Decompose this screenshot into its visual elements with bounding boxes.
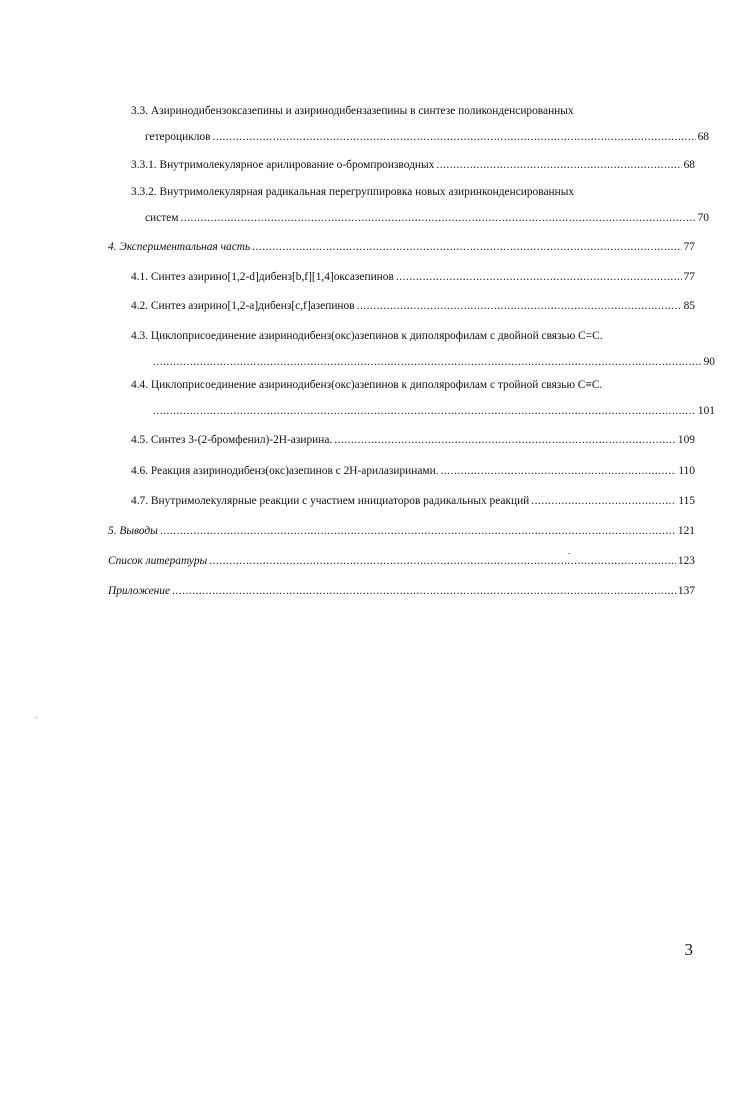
toc-entry-3-3 [131, 102, 709, 146]
dot-leader [396, 268, 682, 286]
toc-entry-title: 3.3. Азиринодибензоксазепины и азиринодибензазепины в синтезе поликонденсированных [131, 105, 574, 117]
dot-leader [357, 297, 682, 315]
toc-page-number: 123 [677, 555, 695, 567]
dot-leader [209, 552, 676, 570]
toc-entry-references [108, 552, 695, 570]
toc-entry-title-cont: систем [145, 212, 179, 224]
dot-leader [436, 156, 681, 174]
toc-page-number: 68 [697, 131, 709, 143]
toc-page-number: 70 [697, 212, 709, 224]
toc-entry-title: 5. Выводы [108, 525, 158, 537]
toc-page-number: 109 [677, 434, 695, 446]
toc-entry-title: 4.5. Синтез 3-(2-бромфенил)-2H-азирина. [131, 434, 333, 446]
toc-page-number: 101 [697, 405, 715, 417]
toc-page-number: 77 [683, 241, 695, 253]
toc-page-number: 90 [703, 356, 715, 368]
toc-entry-5 [108, 522, 695, 540]
dot-leader [441, 462, 677, 480]
toc-entry-3-3-1 [131, 156, 695, 174]
toc-entry-4-1 [131, 268, 695, 286]
toc-entry-4-6 [131, 462, 695, 480]
dot-leader [213, 128, 696, 146]
dot-leader [153, 402, 696, 420]
toc-entry-4-5 [131, 431, 695, 449]
dot-leader [172, 582, 676, 600]
toc-entry-4 [108, 238, 695, 256]
scan-artifact [36, 717, 37, 718]
toc-page-number: 137 [677, 585, 695, 597]
dot-leader [160, 522, 676, 540]
toc-page-number: 68 [683, 159, 695, 171]
toc-entry-3-3-2 [131, 183, 709, 227]
toc-entry-4-4 [131, 376, 715, 420]
toc-entry-title: Приложение [108, 585, 171, 597]
toc-page-number: 85 [683, 300, 695, 312]
toc-page-number: 110 [678, 465, 695, 477]
toc-entry-title-cont: гетероциклов [145, 131, 211, 143]
toc-entry-title: 3.3.2. Внутримолекулярная радикальная перегруппировка новых азиринконденсированных [131, 186, 575, 198]
toc-page-number: 77 [683, 271, 695, 283]
toc-page-number: 121 [677, 525, 695, 537]
toc-entry-title: 4.7. Внутримолекулярные реакции с участием инициаторов радикальных реакций [131, 495, 530, 507]
toc-entry-title: Список литературы [108, 555, 208, 567]
toc-entry-4-7 [131, 492, 695, 510]
toc-entry-title: 4.2. Синтез азирино[1,2-a]дибенз[c,f]азепинов [131, 300, 355, 312]
toc-entry-title: 4.1. Синтез азирино[1,2-d]дибенз[b,f][1,4]оксазепинов [131, 271, 394, 283]
toc-entry-appendix [108, 582, 695, 600]
toc-entry-title: 3.3.1. Внутримолекулярное арилирование о-бромпроизводных [131, 159, 435, 171]
toc-page-number: 115 [678, 495, 695, 507]
dot-leader [180, 209, 695, 227]
dot-leader [531, 492, 676, 510]
dot-leader [252, 238, 681, 256]
toc-entry-4-2 [131, 297, 695, 315]
toc-entry-title: 4.3. Циклоприсоединение азиринодибенз(окс)азепинов к диполярофилам с двойной связью С=С. [131, 330, 603, 342]
toc-entry-title: 4.6. Реакция азиринодибенз(окс)азепинов с 2H-арилазиринами. [131, 465, 439, 477]
dot-leader [153, 353, 702, 371]
page-number: 3 [684, 940, 693, 959]
scan-artifact [568, 553, 570, 554]
dot-leader [334, 431, 676, 449]
toc-entry-title: 4. Экспериментальная часть [108, 241, 251, 253]
toc-entry-4-3 [131, 327, 715, 371]
toc-entry-title: 4.4. Циклоприсоединение азиринодибенз(окс)азепинов к диполярофилам с тройной связью С≡С. [131, 379, 603, 391]
